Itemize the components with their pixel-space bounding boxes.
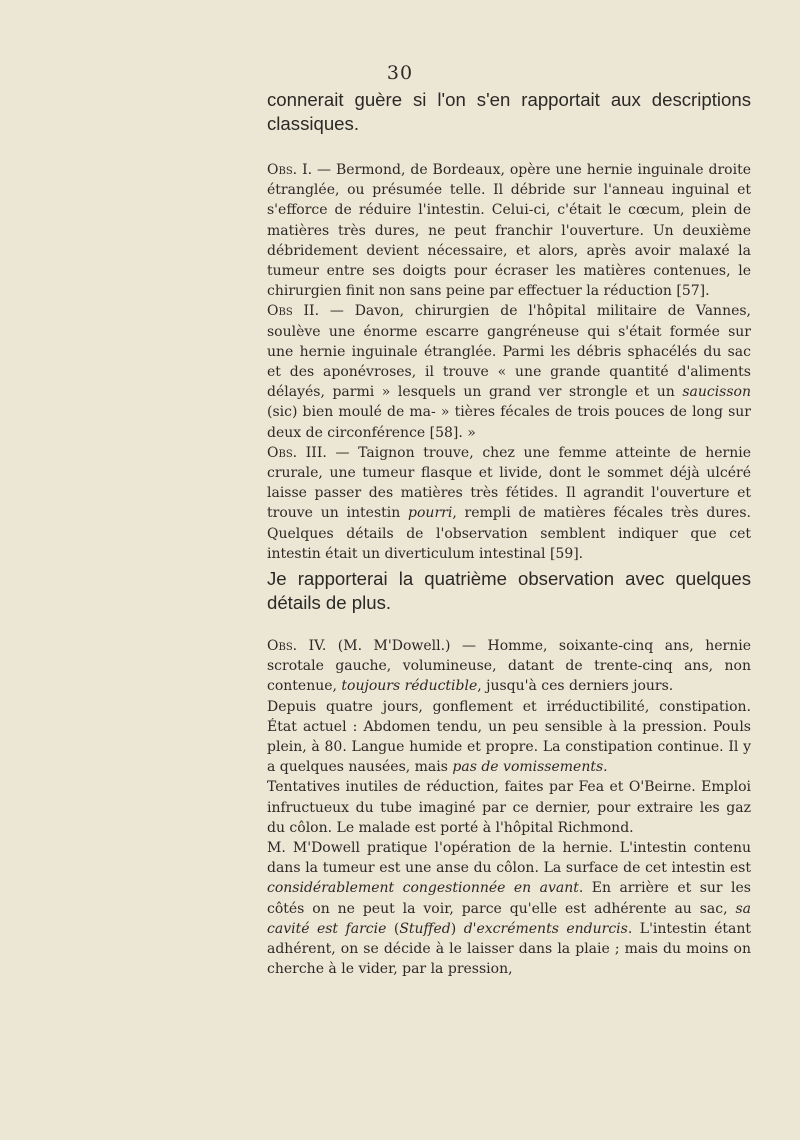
obs-4-p4-b: . En arrière et sur les côtés on ne peut la voir, parce qu'elle est adhérente au sac,	[267, 880, 751, 917]
obs-4-p2-a: Depuis quatre jours, gonflement et irréductibilité, constipation. État actuel : Abdomen tendu, un peu sensible à la pression. Pouls plein, à 80. Langue humide et propre. La constipation continue. Il y a quelques nausées, mais	[267, 698, 751, 776]
intro-line-1: connerait guère si l'on s'en rapportait aux descriptions	[267, 89, 751, 110]
middle-line-2: détails de plus.	[267, 592, 392, 613]
obs-4-p4-a: M. M'Dowell pratique l'opération de la hernie. L'intestin contenu dans la tumeur est une anse du côlon. La surface de cet intestin est	[267, 840, 751, 877]
obs-3-paragraph	[267, 443, 751, 564]
obs-2-text-b: (sic) bien moulé de ma- » tières fécales de trois pouces de long sur deux de circonférence [58]. »	[267, 404, 751, 441]
obs-4-p4-e: . L'intestin étant adhérent, on se décide à le laisser dans la plaie ; mais du moins on cherche à le vider, par la pression,	[267, 920, 752, 978]
obs-4-p4-italic-1: considérablement congestionnée en avant	[267, 880, 579, 897]
obs-4-p4-italic-2: sa cavité est farcie	[267, 900, 751, 937]
obs-3-italic: pourri	[408, 505, 453, 522]
obs-4-p1-a: (M. M'Dowell.) — Homme, soixante-cinq ans, hernie scrotale gauche, volumineuse, datant de trente-cinq ans, non contenue,	[267, 638, 751, 695]
obs-4-p4-c: (	[386, 920, 400, 937]
obs-4-paragraph-1	[267, 636, 751, 697]
middle-paragraph	[267, 567, 751, 615]
obs-3-text-a: — Taignon trouve, chez une femme atteinte de hernie crurale, une tumeur flasque et livide, dont le sommet déjà ulcéré laisse passer des matières très fétides. Il agrandit l'ouverture et trouve un intestin	[267, 444, 751, 522]
obs-2-text-a: — Davon, chirurgien de l'hôpital militaire de Vannes, soulève une énorme escarre gangréneuse qui s'était formée sur une hernie inguinale étranglée. Parmi les débris sphacélés du sac et des aponévroses, il trouve « une grande quantité d'aliments délayés, parmi » lesquels un grand ver strongle et un	[267, 303, 751, 401]
obs-1-text: — Bermond, de Bordeaux, opère une hernie inguinale droite étranglée, ou présumée telle. Il débride sur l'anneau inguinal et s'efforce de réduire l'intestin. Celui-ci, c'était le cœcum, plein de matières très dures, ne peut franchir l'ouverture. Un deuxième débridement devient nécessaire, et alors, après avoir malaxé la tumeur entre ses doigts pour écraser les matières contenues, le chirurgien finit non sans peine par effectuer la réduction [57].	[267, 162, 752, 300]
obs-2-label: Obs II.	[267, 303, 320, 320]
intro-paragraph	[267, 88, 751, 136]
obs-3-text-b: , rempli de matières fécales très dures. Quelques détails de l'observation semblent indiquer que cet intestin était un diverticulum intestinal [59].	[267, 505, 751, 562]
obs-3-label: Obs. III.	[267, 444, 327, 461]
observations-block-1	[267, 160, 751, 564]
obs-4-p4-italic-4: d'excréments endurcis	[463, 920, 628, 937]
obs-4-p4-d: )	[450, 920, 464, 937]
middle-line-1: Je rapporterai la quatrième observation avec quelques	[267, 568, 751, 589]
obs-4-p2-b: .	[603, 759, 608, 776]
obs-4-p2-italic: pas de vomissements	[452, 759, 604, 776]
obs-4-p1-italic: toujours réductible	[341, 678, 478, 695]
obs-1-label: Obs. I.	[267, 162, 313, 178]
page-number: 30	[386, 62, 414, 84]
obs-4-paragraph-2	[267, 697, 751, 778]
obs-2-italic: saucisson	[682, 384, 751, 401]
obs-4-paragraph-3: Tentatives inutiles de réduction, faites par Fea et O'Beirne. Emploi infructueux du tube imaginé par ce dernier, pour extraire les gaz du côlon. Le malade est porté à l'hôpital Richmond.	[267, 779, 751, 836]
obs-2-paragraph	[267, 301, 751, 442]
intro-line-2: classiques.	[267, 113, 359, 134]
obs-4-paragraph-4	[267, 838, 751, 979]
obs-4-p1-b: , jusqu'à ces derniers jours.	[477, 678, 674, 695]
obs-4-p4-italic-3: Stuffed	[399, 920, 451, 937]
obs-1-paragraph	[267, 160, 751, 301]
observations-block-2	[267, 636, 751, 979]
obs-4-label: Obs. IV.	[267, 638, 327, 654]
